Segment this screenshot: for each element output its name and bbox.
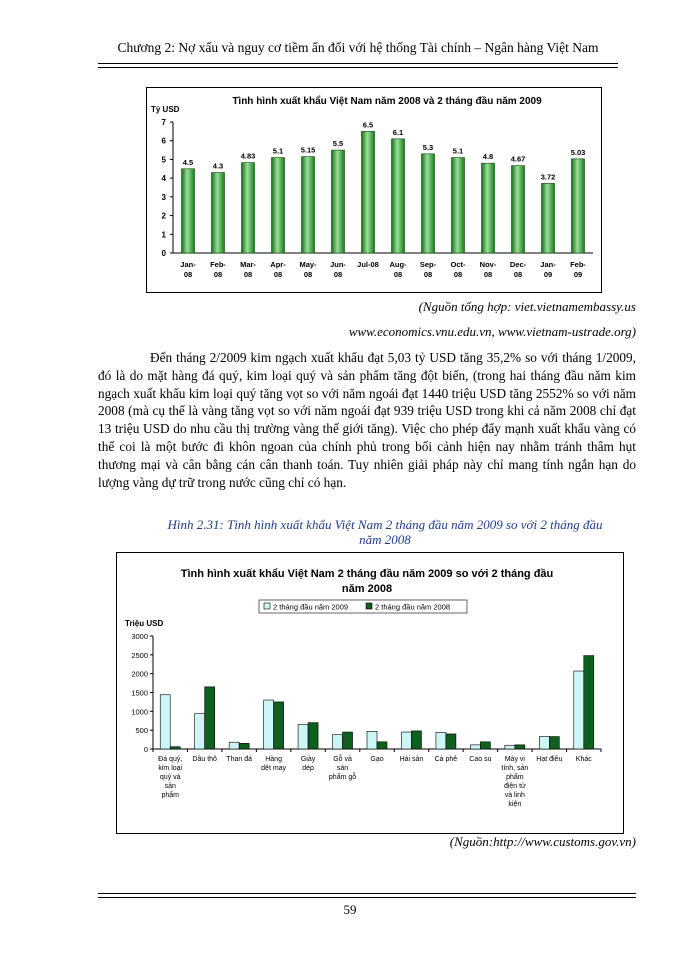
bar-2008 [549,737,559,749]
bar-2009 [367,731,377,749]
x-tick-label: Máy vi tính, sản phẩm điện tử và linh kiện [501,756,529,808]
bar-2009 [436,732,446,749]
data-label: 5.5 [332,139,344,149]
bar [332,150,345,253]
bar-2009 [539,737,549,749]
data-label: 3.72 [540,172,556,182]
bar-2009 [401,732,411,749]
chart-monthly-exports-svg [147,88,601,292]
chart-two-month-comparison [116,552,624,834]
y-tick-label: 2 [161,211,166,221]
source-line-2: www.economics.vnu.edu.vn, www.vietnam-ustrade.org) [348,324,636,339]
y-tick-label: 1000 [131,707,148,717]
x-tick-label: Đá quý, kim loại quý và sản phẩm [158,756,183,799]
bar-2008 [205,687,215,749]
chart-title: Tình hình xuất khẩu Việt Nam năm 2008 và 2 tháng đầu năm 2009 [232,96,542,107]
bar-2009 [264,700,274,749]
y-tick-label: 7 [161,118,166,127]
x-tick-label: Jan-09 [540,260,556,279]
bar [242,163,255,253]
y-tick-label: 3000 [131,632,148,641]
bar [302,157,315,253]
data-label: 5.3 [422,142,434,152]
bar [422,154,435,253]
chart-monthly-exports [146,87,602,293]
x-tick-label: Mar-08 [240,260,256,279]
x-tick-label: Gạo [370,756,384,763]
bar-2009 [505,745,515,749]
x-tick-label: Cà phê [434,756,458,763]
legend-label: 2 tháng đầu năm 2009 [273,602,349,612]
bar [572,159,585,253]
bar-2008 [308,723,318,749]
bar-2009 [298,725,308,749]
data-label: 5.15 [300,145,316,155]
bar [272,158,285,253]
y-tick-label: 1 [161,230,166,240]
bar-2008 [480,742,490,749]
bar-2008 [446,734,456,749]
data-label: 5.03 [570,147,586,157]
bar-2008 [170,747,180,749]
bar-2008 [239,743,249,749]
bar-2009 [160,695,170,749]
bar-2009 [195,714,205,749]
x-tick-label: Jan-08 [180,260,196,279]
data-label: 4.83 [240,151,256,161]
y-axis-label: Tỷ USD [151,105,180,114]
x-tick-label: Hạt điều [536,756,563,763]
x-tick-label: Khác [575,756,592,763]
y-tick-label: 5 [161,155,166,165]
y-tick-label: 500 [135,726,148,736]
chart-title-line: Tình hình xuất khẩu Việt Nam 2 tháng đầu năm 2009 so với 2 tháng đầu [180,568,554,580]
bar [212,173,225,253]
x-tick-label: May-08 [299,260,317,279]
y-tick-label: 4 [161,174,166,184]
x-tick-label: Dầu thô [192,756,217,763]
x-tick-label: Hàng dệt may [261,756,287,772]
data-label: 4.67 [510,154,526,164]
y-tick-label: 6 [161,136,166,146]
source-line-1: (Nguồn tổng hợp: viet.vietnamembassy.us [418,299,636,314]
bar-2008 [274,702,284,749]
bar-2008 [584,656,594,749]
bar-2009 [574,671,584,749]
data-label: 4.3 [212,161,224,171]
bar [362,131,375,253]
x-tick-label: Hải sản [399,756,424,763]
header-divider [98,63,618,68]
x-tick-label: Apr-08 [270,260,286,279]
x-tick-label: Than đá [226,756,252,763]
x-tick-label: Sep-08 [419,260,437,279]
legend-swatch [264,603,270,609]
y-tick-label: 3 [161,192,166,202]
x-tick-label: Gỗ và sản phẩm gỗ [328,756,357,781]
chart-title-line: năm 2008 [341,583,393,595]
source-customs: (Nguồn:http://www.customs.gov.vn) [449,834,636,849]
bar-2008 [411,731,421,749]
legend [259,600,467,613]
x-tick-label: Aug-08 [389,260,407,279]
x-tick-label: Nov-08 [479,260,497,279]
data-label: 4.5 [182,157,194,167]
x-tick-label: Feb-09 [570,260,586,279]
bar-2008 [377,742,387,749]
footer-divider [98,893,636,898]
paragraph-text: Đến tháng 2/2009 kim ngạch xuất khẩu đạt 5,03 tỷ USD tăng 35,2% so với tháng 1/2009, đó là do mặt hàng đá quý, kim loại quý và sản phẩm tăng đột biến, (trong hai tháng đầu năm kim ngạch xuất khẩu kim loại quý tăng vọt so với năm ngoái đạt 1440 triệu USD tăng 2552% so với năm 2008 (mà cụ thể là vàng tăng vọt so với năm ngoái đạt 939 triệu USD trong khi cả năm 2008 chỉ đạt 13 triệu USD do nhu cầu thị trường vàng thế giới tăng). Việc cho phép đẩy mạnh xuất khẩu vàng có thể coi là một bước đi khôn ngoan của chính phủ trong bối cảnh hiện nay nhằm tránh thâm hụt thương mại và cân bằng cán cân thanh toán. Tuy nhiên giải pháp này chỉ mang tính ngắn hạn do lượng vàng dự trữ trong nước cũng chỉ có hạn. [98,350,636,490]
y-tick-label: 0 [143,745,148,754]
x-tick-label: Oct-08 [450,260,466,279]
y-tick-label: 0 [161,249,166,258]
chart-two-month-comparison-svg [117,553,623,833]
data-label: 6.1 [392,127,404,137]
bar [542,183,555,253]
bar [392,139,405,253]
bar [482,163,495,253]
x-tick-label: Dec-08 [509,260,527,279]
bar [452,158,465,253]
data-label: 5.1 [272,146,284,156]
x-tick-label: Feb-08 [210,260,226,279]
bar [182,169,195,253]
legend-swatch [366,603,372,609]
x-tick-label: Jun-08 [330,260,346,279]
bar-2009 [470,745,480,749]
page-header: Chương 2: Nợ xấu và nguy cơ tiềm ẩn đối với hệ thống Tài chính – Ngân hàng Việt Nam [117,40,599,55]
x-tick-label: Giày dép [300,756,316,772]
body-paragraph [98,349,636,491]
x-tick-label: Cao su [469,756,492,763]
bar-2009 [333,735,343,749]
bar-2008 [343,732,353,749]
data-label: 6.5 [362,120,374,130]
figure-caption: Hình 2.31: Tình hình xuất khẩu Việt Nam 2 tháng đầu năm 2009 so với 2 tháng đầu năm 2008 [167,517,603,547]
data-label: 5.1 [452,146,464,156]
data-label: 4.8 [482,152,494,162]
y-tick-label: 2000 [131,669,148,679]
x-tick-label: Jul-08 [357,260,379,269]
y-tick-label: 2500 [131,650,148,660]
bar [512,166,525,253]
y-axis-label: Triệu USD [125,619,164,628]
legend-label: 2 tháng đầu năm 2008 [375,602,451,612]
bar-2008 [515,745,525,749]
y-tick-label: 1500 [131,688,148,698]
page-number: 59 [343,902,357,917]
bar-2009 [229,742,239,749]
